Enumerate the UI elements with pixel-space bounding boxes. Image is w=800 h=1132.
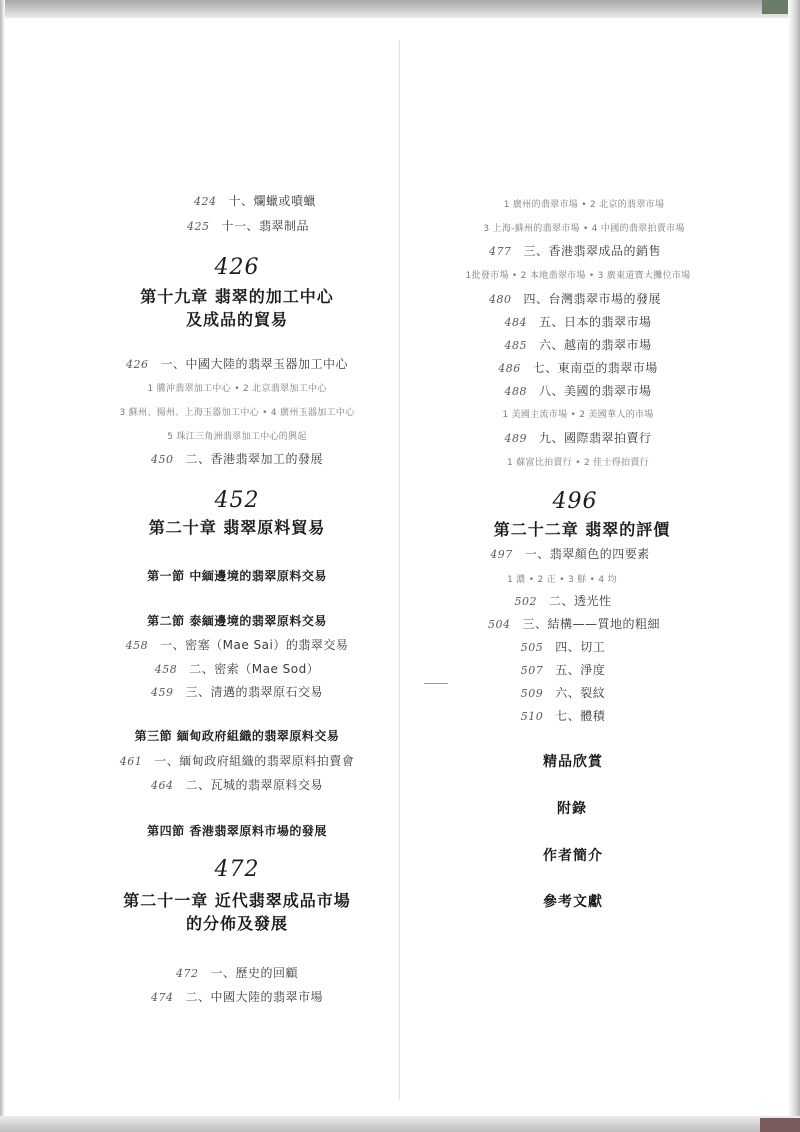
page-number: 426 bbox=[125, 358, 149, 371]
author-profile: 作者簡介 bbox=[543, 848, 603, 864]
scan-right-edge bbox=[788, 0, 800, 1132]
toc-entry bbox=[151, 776, 323, 793]
toc-entry bbox=[194, 192, 316, 209]
page-number: 485 bbox=[504, 339, 527, 352]
toc-entry bbox=[498, 359, 658, 376]
section-1-heading: 第一節 中緬邊境的翡翠原料交易 bbox=[147, 569, 327, 583]
page-number: 458 bbox=[125, 639, 149, 652]
toc-entry bbox=[521, 684, 606, 701]
entry-title: 一、中國大陸的翡翠玉器加工中心 bbox=[160, 357, 349, 371]
toc-entry bbox=[126, 355, 348, 372]
toc-entry bbox=[151, 450, 323, 467]
appendix: 附錄 bbox=[557, 801, 587, 817]
chapter-21-title: 第二十一章 近代翡翠成品市場 bbox=[123, 891, 351, 910]
entry-title: 二、香港翡翠加工的發展 bbox=[185, 452, 324, 466]
entry-title: 二、透光性 bbox=[548, 594, 612, 608]
chapter-19-title-line2: 及成品的貿易 bbox=[185, 310, 289, 329]
entry-title: 六、裂紋 bbox=[555, 686, 606, 700]
entry-title: 五、日本的翡翠市場 bbox=[538, 315, 652, 329]
toc-entry bbox=[176, 964, 298, 981]
scan-left-edge bbox=[0, 0, 5, 1132]
page-number: 507 bbox=[520, 664, 544, 677]
toc-subentries: 3 上海-蘇州的翡翠市場 • 4 中國的翡翠拍賣市場 bbox=[483, 224, 685, 234]
entry-title: 一、翡翠顏色的四要素 bbox=[524, 547, 650, 561]
entry-title: 六、越南的翡翠市場 bbox=[538, 338, 652, 352]
chapter-22-page-number: 496 bbox=[552, 489, 598, 514]
toc-subentries: 1 廣州的翡翠市場 • 2 北京的翡翠市場 bbox=[503, 200, 665, 210]
toc-entry bbox=[514, 592, 611, 609]
page-number: 474 bbox=[150, 991, 174, 1004]
page-number: 502 bbox=[514, 595, 537, 608]
page-number: 450 bbox=[150, 453, 174, 466]
page-number: 509 bbox=[520, 687, 544, 700]
chapter-20-title: 第二十章 翡翠原料貿易 bbox=[148, 518, 326, 537]
page-number: 458 bbox=[154, 663, 178, 676]
page-number: 489 bbox=[504, 432, 527, 445]
chapter-19-page-number: 426 bbox=[214, 255, 260, 280]
scan-top-edge bbox=[0, 0, 800, 18]
toc-subentries: 1 濃 • 2 正 • 3 鮮 • 4 均 bbox=[507, 575, 617, 585]
toc-entry bbox=[151, 988, 323, 1005]
section-4-heading: 第四節 香港翡翠原料市場的發展 bbox=[147, 824, 327, 838]
entry-title: 十一、翡翠制品 bbox=[221, 219, 310, 233]
toc-entry bbox=[126, 636, 349, 653]
page-number: 477 bbox=[488, 245, 512, 258]
chapter-20-page-number: 452 bbox=[214, 488, 260, 513]
entry-title: 九、國際翡翠拍賣行 bbox=[538, 431, 652, 445]
entry-title: 七、體積 bbox=[555, 709, 606, 723]
toc-subentries: 5 珠江三角洲翡翠加工中心的興起 bbox=[167, 432, 307, 442]
toc-entry bbox=[151, 683, 323, 700]
toc-entry bbox=[155, 660, 319, 677]
page-number: 505 bbox=[520, 641, 544, 654]
section-2-heading: 第二節 泰緬邊境的翡翠原料交易 bbox=[147, 614, 327, 628]
toc-subentries: 1 美國主流市場 • 2 美國華人的市場 bbox=[502, 410, 654, 420]
scan-bottom-edge bbox=[0, 1116, 800, 1132]
page-number: 484 bbox=[504, 316, 527, 329]
entry-title: 四、台灣翡翠市場的發展 bbox=[523, 292, 662, 306]
toc-entry bbox=[521, 661, 606, 678]
references: 參考文獻 bbox=[543, 894, 603, 910]
toc-subentries: 1 蘇富比拍賣行 • 2 佳士得拍賣行 bbox=[507, 458, 649, 468]
toc-entry bbox=[504, 336, 651, 353]
entry-title: 三、香港翡翠成品的銷售 bbox=[523, 244, 662, 258]
entry-title: 二、中國大陸的翡翠市場 bbox=[185, 990, 324, 1004]
page-number: 510 bbox=[520, 710, 544, 723]
page-number: 425 bbox=[186, 220, 210, 233]
page-number: 488 bbox=[504, 385, 527, 398]
entry-title: 二、瓦城的翡翠原料交易 bbox=[185, 778, 324, 792]
toc-entry bbox=[504, 382, 651, 399]
page-number: 480 bbox=[488, 293, 512, 306]
page-number: 486 bbox=[498, 362, 521, 375]
toc-entry bbox=[489, 242, 661, 259]
page-number: 504 bbox=[487, 618, 511, 631]
toc-subentries: 1批發市場 • 2 本地翡翠市場 • 3 廣東道寶大攤位市場 bbox=[465, 271, 691, 281]
page-number: 424 bbox=[193, 195, 217, 208]
toc-entry bbox=[504, 429, 651, 446]
toc-subentries: 3 蘇州、揚州、上海玉器加工中心 • 4 廣州玉器加工中心 bbox=[119, 408, 355, 418]
toc-entry bbox=[489, 290, 661, 307]
page-gutter bbox=[399, 40, 400, 1100]
chapter-19-title: 第十九章 翡翠的加工中心 bbox=[140, 287, 334, 306]
page-number: 497 bbox=[490, 548, 513, 561]
toc-entry bbox=[521, 707, 606, 724]
section-3-heading: 第三節 緬甸政府組織的翡翠原料交易 bbox=[134, 729, 340, 743]
entry-title: 一、緬甸政府組織的翡翠原料拍賣會 bbox=[154, 754, 355, 768]
toc-entry bbox=[504, 313, 651, 330]
entry-title: 二、密索（Mae Sod） bbox=[189, 662, 320, 676]
entry-title: 三、結構——質地的粗細 bbox=[522, 617, 661, 631]
entry-title: 四、切工 bbox=[555, 640, 606, 654]
toc-subentries: 1 騰沖翡翠加工中心 • 2 北京翡翠加工中心 bbox=[147, 384, 327, 394]
entry-title: 八、美國的翡翠市場 bbox=[538, 384, 652, 398]
page-number: 461 bbox=[119, 755, 143, 768]
entry-title: 一、歷史的回顧 bbox=[210, 966, 299, 980]
toc-entry bbox=[521, 638, 606, 655]
entry-title: 一、密塞（Mae Sai）的翡翠交易 bbox=[160, 638, 349, 652]
chapter-21-title-line2: 的分佈及發展 bbox=[185, 914, 289, 933]
page-number: 459 bbox=[150, 686, 174, 699]
entry-title: 三、清邁的翡翠原石交易 bbox=[185, 685, 324, 699]
chapter-22-title: 第二十二章 翡翠的評價 bbox=[493, 520, 671, 539]
entry-title: 十、爛蠟或噴蠟 bbox=[228, 194, 317, 208]
toc-entry bbox=[120, 752, 355, 769]
scan-speck bbox=[424, 683, 448, 684]
appendix-showcase: 精品欣賞 bbox=[543, 754, 603, 770]
entry-title: 五、淨度 bbox=[555, 663, 606, 677]
toc-entry bbox=[488, 615, 660, 632]
toc-entry bbox=[490, 545, 650, 562]
toc-entry bbox=[187, 217, 309, 234]
entry-title: 七、東南亞的翡翠市場 bbox=[532, 361, 658, 375]
page-number: 472 bbox=[175, 967, 199, 980]
page-number: 464 bbox=[150, 779, 174, 792]
chapter-21-page-number: 472 bbox=[214, 857, 260, 882]
